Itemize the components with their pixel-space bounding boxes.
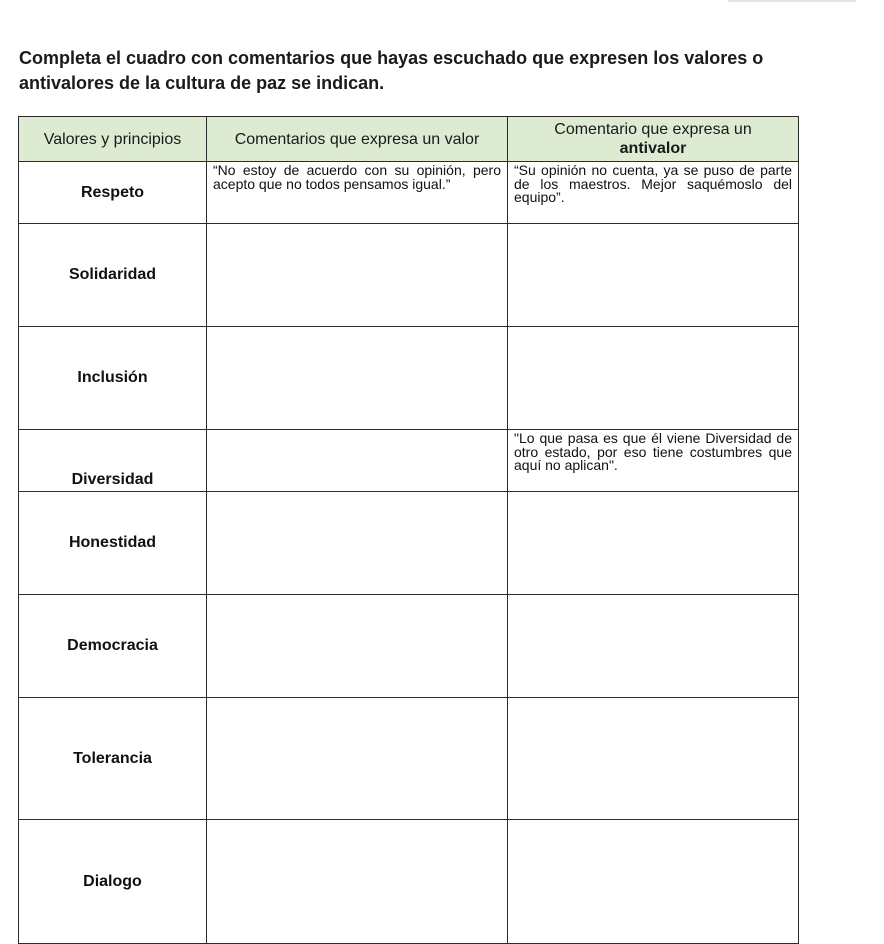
table-row [19,224,799,327]
antivalue-comment-cell[interactable]: “Su opinión no cuenta, ya se puso de parte de los maestros. Mejor saquémoslo del equipo”. [508,162,799,224]
top-edge-bar [728,0,856,2]
value-name-cell: Diversidad [19,430,207,492]
header-values-principles: Valores y principios [19,117,207,162]
table-row [19,698,799,820]
value-name-cell: Tolerancia [19,698,207,820]
value-comment-cell[interactable] [207,492,508,595]
table-row [19,595,799,698]
table-row [19,327,799,430]
value-name-cell: Respeto [19,162,207,224]
value-comment-cell[interactable] [207,327,508,430]
antivalue-comment-cell[interactable]: "Lo que pasa es que él viene Diversidad de otro estado, por eso tiene costumbres que aquí no aplican". [508,430,799,492]
value-comment-cell[interactable] [207,224,508,327]
table-row [19,162,799,224]
instructions-text: Completa el cuadro con comentarios que hayas escuchado que expresen los valores o antivalores de la cultura de paz se indican. [19,48,764,93]
value-comment-cell[interactable] [207,698,508,820]
header-antivalue-line2: antivalor [619,140,687,157]
header-antivalue-line1: Comentario que expresa un [554,121,752,138]
antivalue-comment-cell[interactable] [508,327,799,430]
antivalue-comment-cell[interactable] [508,595,799,698]
value-comment-cell[interactable]: “No estoy de acuerdo con su opinión, pero acepto que no todos pensamos igual.” [207,162,508,224]
table-row [19,492,799,595]
value-name-cell: Dialogo [19,820,207,944]
values-table [18,116,799,944]
table-row [19,820,799,944]
value-name-cell: Solidaridad [19,224,207,327]
header-value-comments: Comentarios que expresa un valor [207,117,508,162]
antivalue-comment-cell[interactable] [508,224,799,327]
value-comment-cell[interactable] [207,820,508,944]
value-comment-cell[interactable] [207,595,508,698]
value-name-cell: Inclusión [19,327,207,430]
antivalue-comment-cell[interactable] [508,698,799,820]
value-name-cell: Democracia [19,595,207,698]
header-antivalue-comments [508,117,799,162]
antivalue-comment-cell[interactable] [508,820,799,944]
value-name-cell: Honestidad [19,492,207,595]
antivalue-comment-cell[interactable] [508,492,799,595]
value-comment-cell[interactable] [207,430,508,492]
table-header-row [19,117,799,162]
table-row [19,430,799,492]
